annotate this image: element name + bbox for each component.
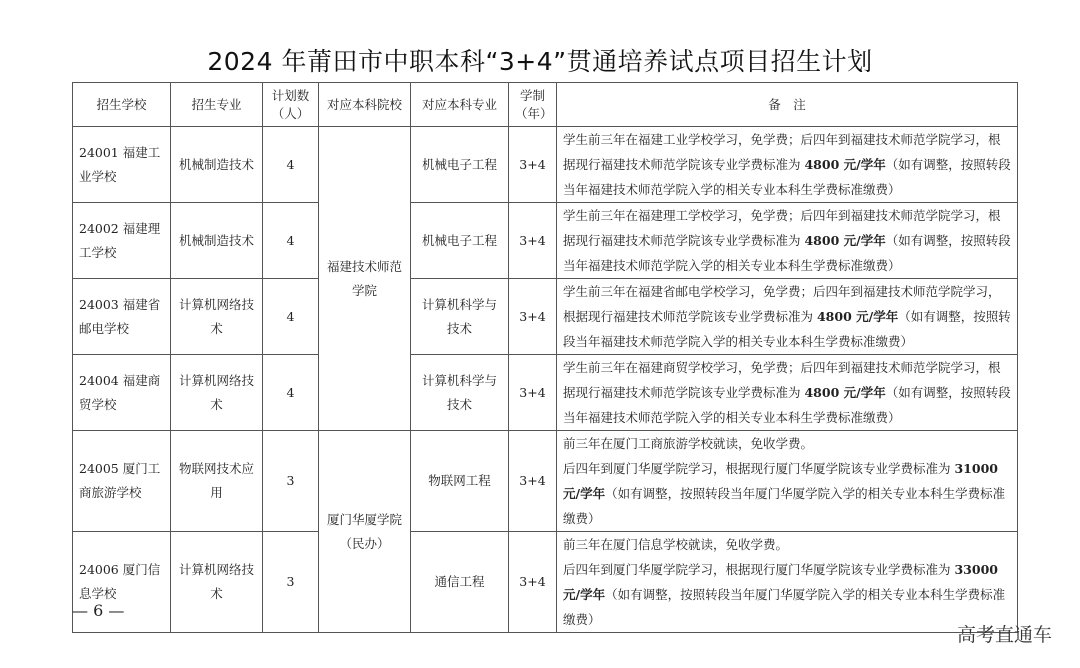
- years-cell: 3+4: [509, 355, 557, 431]
- header-count: 计划数（人）: [263, 83, 319, 127]
- university-major-cell: 物联网工程: [411, 431, 509, 532]
- count-cell: 4: [263, 203, 319, 279]
- tuition-amount: 4800 元/学年: [804, 233, 886, 248]
- note-text: （如有调整，按照转段当年厦门华厦学院入学的相关专业本科生学费标准缴费）: [563, 587, 1006, 627]
- count-cell: 4: [263, 355, 319, 431]
- major-cell: 计算机网络技术: [171, 279, 263, 355]
- note-cell: [557, 203, 1018, 279]
- header-note: 备 注: [557, 83, 1018, 127]
- years-cell: 3+4: [509, 203, 557, 279]
- tuition-amount: 4800 元/学年: [804, 385, 886, 400]
- note-text: （如有调整，按照转段当年厦门华厦学院入学的相关专业本科生学费标准缴费）: [563, 486, 1006, 526]
- table-row: [73, 355, 1018, 431]
- tuition-amount: 4800 元/学年: [816, 309, 899, 324]
- header-years: 学制（年）: [509, 83, 557, 127]
- school-cell: 24006 厦门信息学校: [73, 532, 171, 633]
- count-cell: 3: [263, 532, 319, 633]
- document-title: 2024 年莆田市中职本科“3+4”贯通培养试点项目招生计划: [207, 47, 873, 76]
- major-cell: 机械制造技术: [171, 127, 263, 203]
- major-cell: 机械制造技术: [171, 203, 263, 279]
- major-cell: 计算机网络技术: [171, 532, 263, 633]
- university-major-cell: 机械电子工程: [411, 203, 509, 279]
- school-cell: 24004 福建商贸学校: [73, 355, 171, 431]
- university-cell: 厦门华厦学院（民办）: [319, 431, 411, 633]
- note-cell: [557, 532, 1018, 633]
- table-row: [73, 431, 1018, 532]
- note-text: 后四年到厦门华厦学院学习，根据现行厦门华厦学院该专业学费标准为: [563, 562, 955, 577]
- years-cell: 3+4: [509, 279, 557, 355]
- tuition-amount: 4800 元/学年: [804, 157, 886, 172]
- university-major-cell: 计算机科学与技术: [411, 279, 509, 355]
- header-university-major: 对应本科专业: [411, 83, 509, 127]
- table-row: [73, 279, 1018, 355]
- university-major-cell: 机械电子工程: [411, 127, 509, 203]
- note-cell: [557, 355, 1018, 431]
- note-text: （如有调整，按照转段当年福建技术师范学院入学的相关专业本科生学费标准缴费）: [563, 157, 1011, 197]
- note-text: 学生前三年在福建商贸学校学习，免学费；后四年到福建技术师范学院学习，根据现行福建技术师范学院该专业学费标准为: [563, 360, 1001, 400]
- university-major-cell: 计算机科学与技术: [411, 355, 509, 431]
- count-cell: 4: [263, 279, 319, 355]
- note-text: 学生前三年在福建省邮电学校学习，免学费；后四年到福建技术师范学院学习，根据现行福建技术师范学院该专业学费标准为: [563, 284, 1001, 324]
- school-cell: 24002 福建理工学校: [73, 203, 171, 279]
- university-major-cell: 通信工程: [411, 532, 509, 633]
- note-text: 学生前三年在福建理工学校学习，免学费；后四年到福建技术师范学院学习，根据现行福建技术师范学院该专业学费标准为: [563, 208, 1001, 248]
- major-cell: 计算机网络技术: [171, 355, 263, 431]
- school-cell: 24001 福建工业学校: [73, 127, 171, 203]
- table-row: [73, 203, 1018, 279]
- note-cell: [557, 127, 1018, 203]
- enrollment-plan-table: [72, 82, 1018, 633]
- years-cell: 3+4: [509, 532, 557, 633]
- university-cell: 福建技术师范学院: [319, 127, 411, 431]
- school-cell: 24003 福建省邮电学校: [73, 279, 171, 355]
- note-text: （如有调整，按照转段当年福建技术师范学院入学的相关专业本科生学费标准缴费）: [563, 233, 1011, 273]
- watermark: 高考直通车: [956, 624, 1052, 646]
- years-cell: 3+4: [509, 127, 557, 203]
- table-header-row: [73, 83, 1018, 127]
- note-text: （如有调整，按照转段当年福建技术师范学院入学的相关专业本科生学费标准缴费）: [563, 309, 1011, 349]
- header-school: 招生学校: [73, 83, 171, 127]
- table-row: [73, 127, 1018, 203]
- header-major: 招生专业: [171, 83, 263, 127]
- note-text: 后四年到厦门华厦学院学习，根据现行厦门华厦学院该专业学费标准为: [563, 461, 955, 476]
- count-cell: 3: [263, 431, 319, 532]
- header-university: 对应本科院校: [319, 83, 411, 127]
- note-cell: [557, 431, 1018, 532]
- major-cell: 物联网技术应用: [171, 431, 263, 532]
- tuition-amount: 31000 元/学年: [563, 461, 998, 501]
- table-row: [73, 532, 1018, 633]
- school-cell: 24005 厦门工商旅游学校: [73, 431, 171, 532]
- tuition-amount: 33000 元/学年: [563, 562, 998, 602]
- page-number: — 6 —: [72, 601, 125, 620]
- note-cell: [557, 279, 1018, 355]
- years-cell: 3+4: [509, 431, 557, 532]
- note-text: 前三年在厦门工商旅游学校就读，免收学费。: [563, 436, 814, 451]
- count-cell: 4: [263, 127, 319, 203]
- note-text: （如有调整，按照转段当年福建技术师范学院入学的相关专业本科生学费标准缴费）: [563, 385, 1011, 425]
- note-text: 前三年在厦门信息学校就读，免收学费。: [563, 537, 789, 552]
- note-text: 学生前三年在福建工业学校学习，免学费；后四年到福建技术师范学院学习，根据现行福建技术师范学院该专业学费标准为: [563, 132, 1001, 172]
